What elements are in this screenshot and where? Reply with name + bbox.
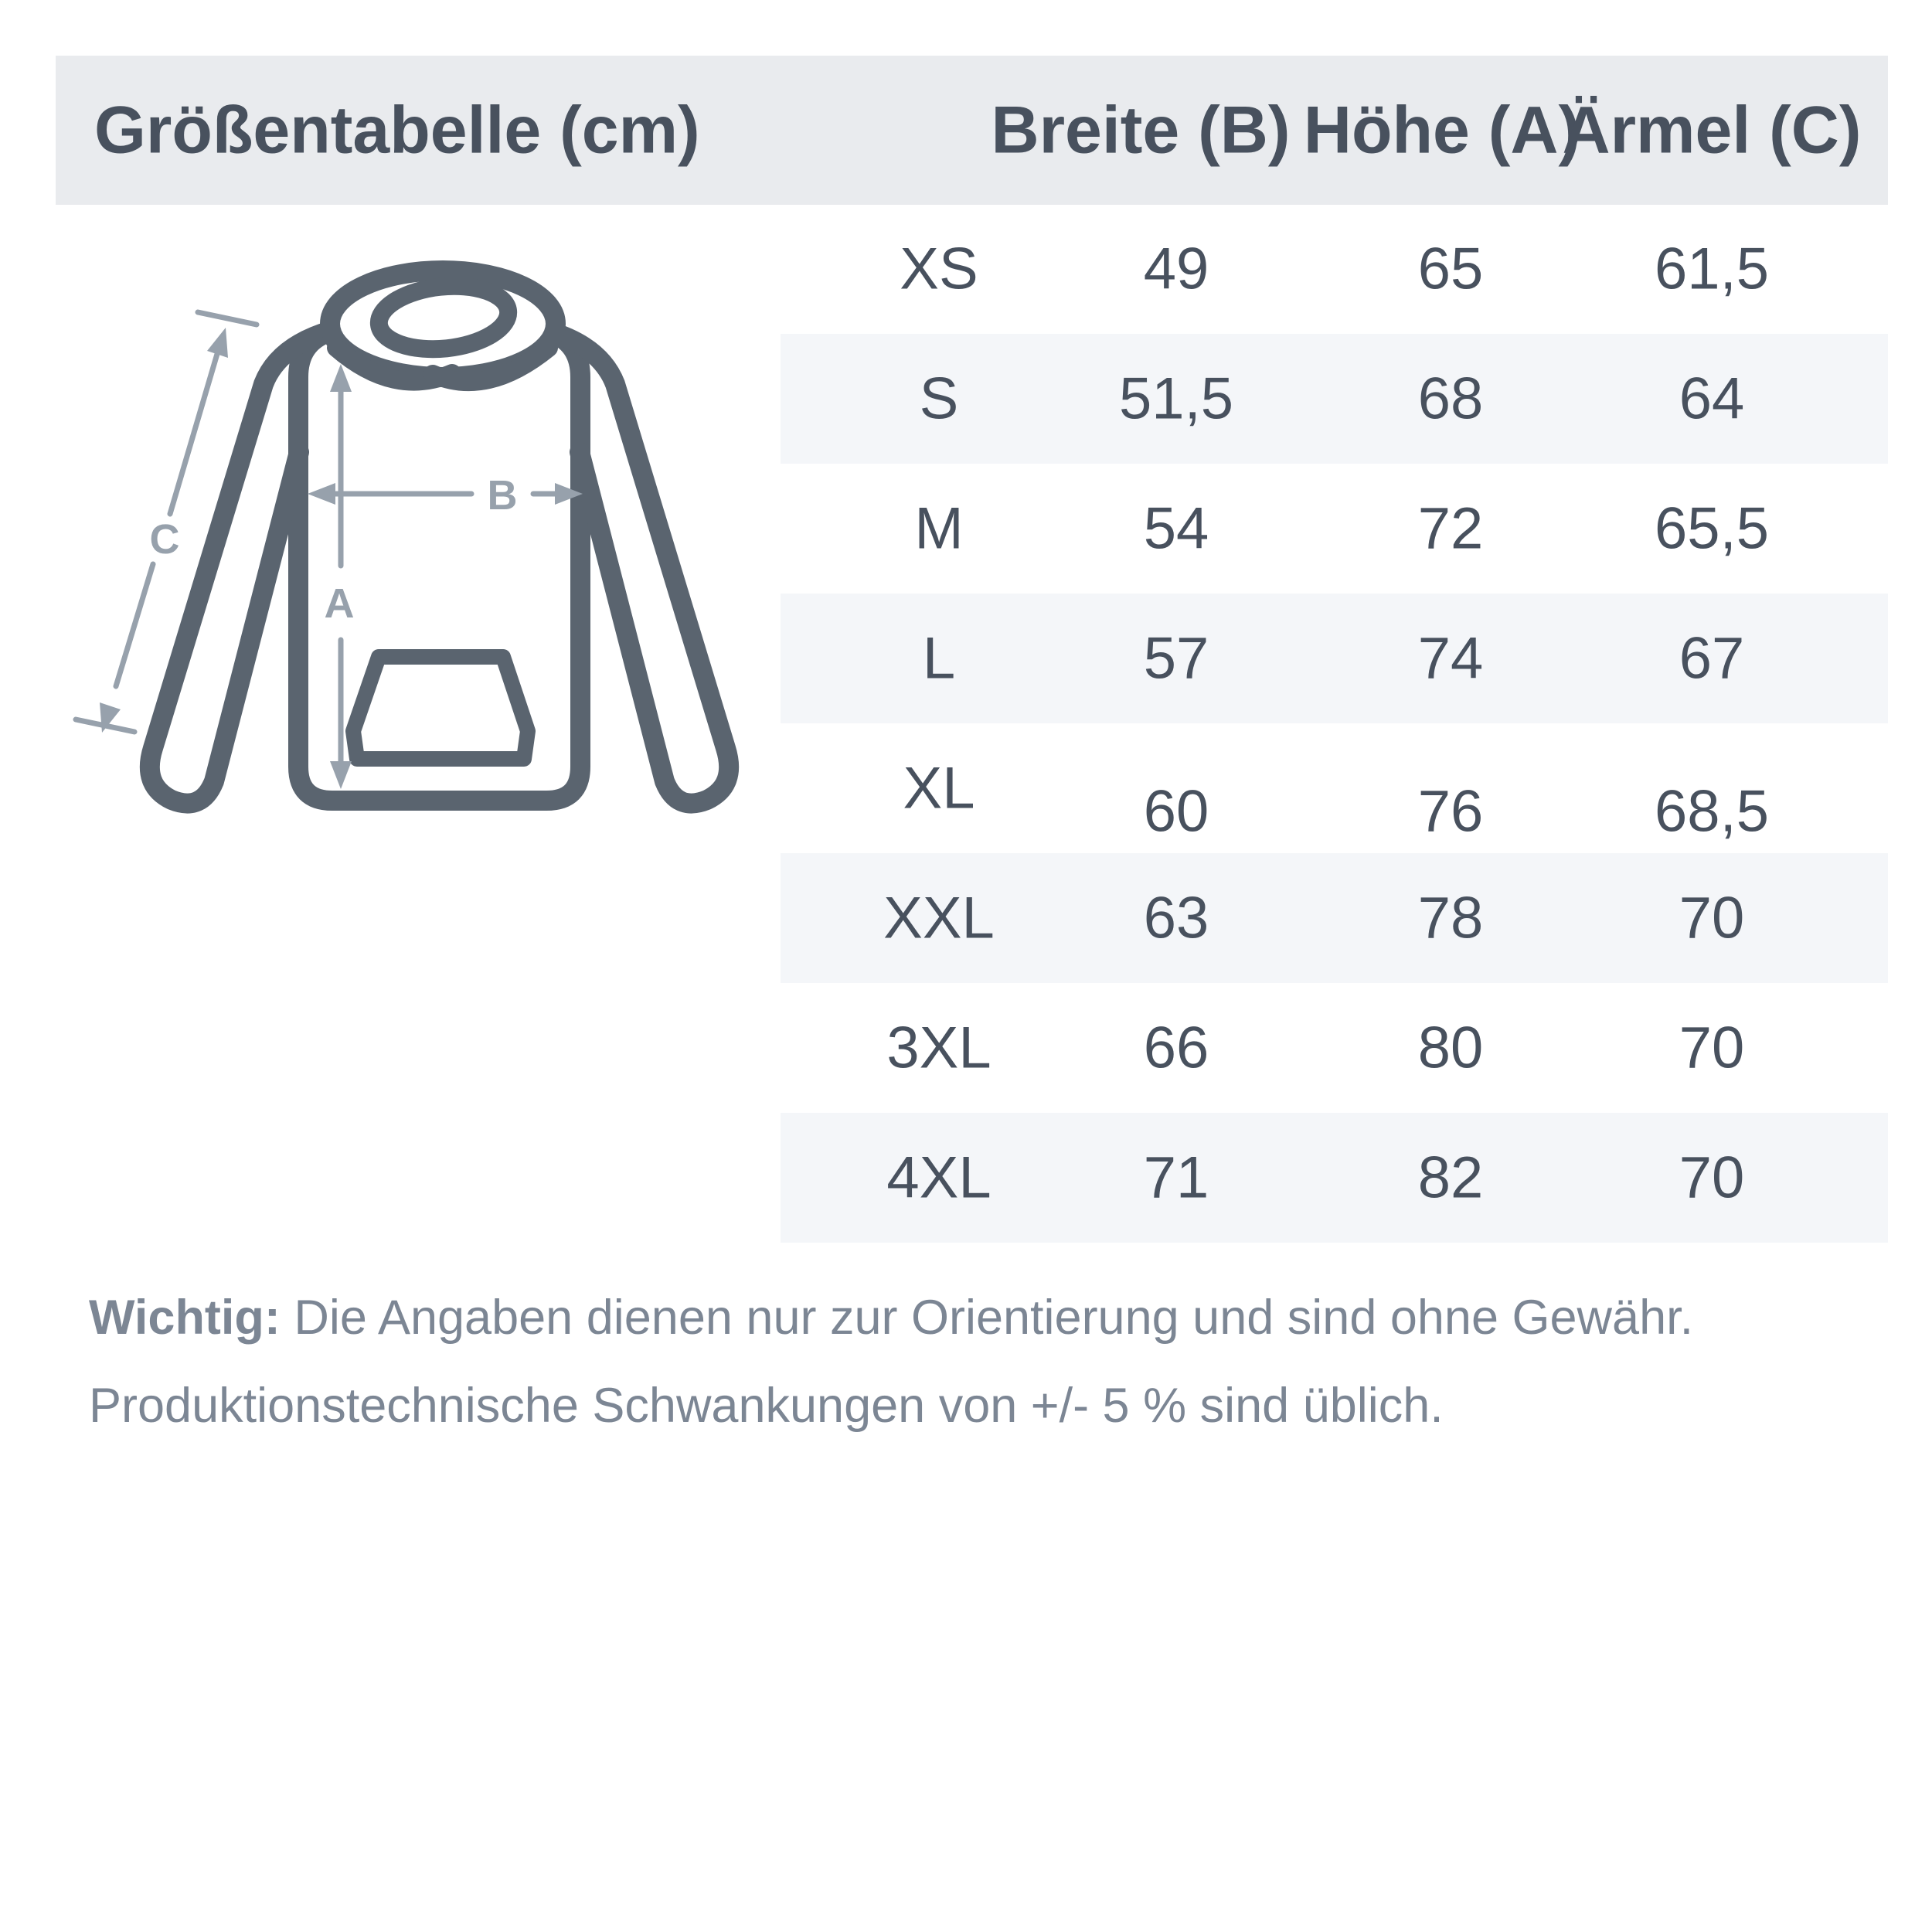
breite-value: 63: [1143, 885, 1209, 951]
size-label: L: [922, 625, 956, 692]
aermel-value: 61,5: [1655, 236, 1769, 302]
breite-value: 51,5: [1119, 366, 1233, 432]
hoehe-value: 72: [1417, 495, 1484, 562]
hoodie-measurement-diagram: [54, 216, 788, 858]
size-label: S: [919, 366, 959, 432]
breite-value: 54: [1143, 495, 1209, 562]
breite-value: 49: [1143, 236, 1209, 302]
aermel-value: 70: [1679, 1015, 1745, 1081]
table-row-s: [781, 334, 1888, 464]
dim-label-b: B: [487, 472, 518, 519]
hoehe-value: 80: [1417, 1015, 1484, 1081]
table-row-3xl: [781, 983, 1888, 1113]
breite-value: 57: [1143, 625, 1209, 692]
kangaroo-pocket: [353, 657, 528, 759]
column-header-aermel: Ärmel (C): [1562, 93, 1862, 167]
table-row-l: [781, 594, 1888, 723]
column-header-breite: Breite (B): [991, 93, 1291, 167]
aermel-value: 64: [1679, 366, 1745, 432]
disclaimer-note: [89, 1274, 1882, 1450]
table-row-m: [781, 464, 1888, 594]
aermel-value: 67: [1679, 625, 1745, 692]
hoehe-value: 78: [1417, 885, 1484, 951]
size-label: XXL: [883, 885, 995, 951]
disclaimer-line-2: [89, 1362, 1882, 1450]
hood-inner-ring: [376, 280, 511, 355]
aermel-value: 70: [1679, 1145, 1745, 1211]
hoehe-value: 82: [1417, 1145, 1484, 1211]
hoehe-value: 65: [1417, 236, 1484, 302]
hoehe-value: 76: [1417, 778, 1484, 845]
table-row-xs: [781, 204, 1888, 334]
dim-label-a: A: [324, 580, 355, 627]
hoodie-hood: [330, 270, 556, 382]
size-label: XS: [900, 236, 978, 302]
size-label: 3XL: [886, 1015, 992, 1081]
size-label: 4XL: [886, 1145, 992, 1211]
disclaimer-text-1: Die Angaben dienen nur zur Orientierung und sind ohne Gewähr.: [294, 1291, 1694, 1345]
breite-value: 66: [1143, 1015, 1209, 1081]
aermel-value: 68,5: [1655, 778, 1769, 845]
dim-label-c: C: [149, 516, 180, 563]
table-row-xl: [781, 723, 1888, 853]
size-label: XL: [903, 755, 975, 821]
dim-arrow-b: [308, 472, 583, 519]
disclaimer-line-1: [89, 1274, 1882, 1362]
hoehe-value: 74: [1417, 625, 1484, 692]
aermel-value: 70: [1679, 885, 1745, 951]
table-row-xxl: [781, 853, 1888, 983]
size-label: M: [914, 495, 964, 562]
page-title: Größentabelle (cm): [94, 93, 700, 167]
breite-value: 60: [1143, 778, 1209, 845]
disclaimer-label: Wichtig:: [89, 1291, 281, 1345]
aermel-value: 65,5: [1655, 495, 1769, 562]
size-table: [781, 204, 1888, 1243]
breite-value: 71: [1143, 1145, 1209, 1211]
table-header-bar: [56, 56, 1888, 205]
disclaimer-text-2: Produktionstechnische Schwankungen von +/- 5 % sind üblich.: [89, 1379, 1444, 1433]
column-header-hoehe: Höhe (A): [1303, 93, 1581, 167]
table-row-4xl: [781, 1113, 1888, 1243]
hoehe-value: 68: [1417, 366, 1484, 432]
